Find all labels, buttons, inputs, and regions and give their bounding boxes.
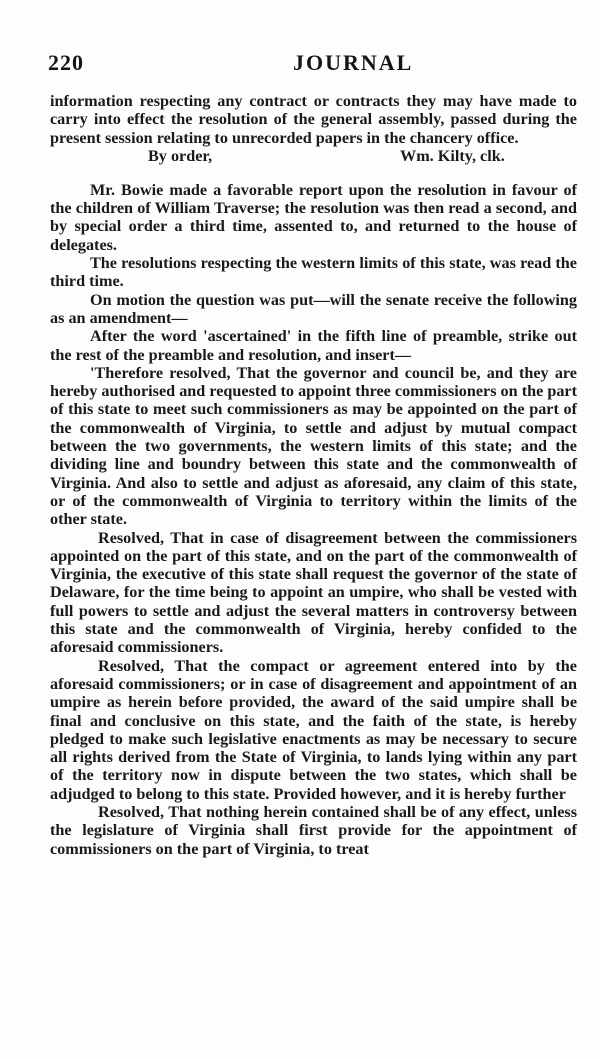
page-number: 220 [48, 50, 84, 75]
page-body [50, 92, 577, 858]
opening-paragraph: information respecting any contract or contracts they may have made to carry into effect the resolution of the general assembly, passed during the present session relating to unrecorded papers in the chancery office. [50, 92, 577, 147]
paragraph-bowie-report: Mr. Bowie made a favorable report upon the resolution in favour of the children of William Traverse; the resolution was then read a second, and by special order a third time, assented to, and returned to the house of delegates. [50, 180, 577, 254]
paragraph-resolved-disagreement: Resolved, That in case of disagreement between the commissioners appointed on the part of this state, and on the part of the commonwealth of Virginia, the executive of this state shall request the governor of the state of Delaware, for the time being to appoint an umpire, who shall be vested with full powers to settle and adjust the several matters in controversy between this state and the commonwealth of Virginia, hereby confided to the aforesaid commissioners. [50, 528, 577, 657]
paragraph-amendment: After the word 'ascertained' in the fifth line of preamble, strike out the rest of the preamble and resolution, and insert— [50, 327, 577, 364]
paragraph-motion: On motion the question was put—will the senate receive the following as an amendment— [50, 290, 577, 327]
signature-by-order: By order, [148, 146, 213, 165]
paragraph-resolved-nothing: Resolved, That nothing herein contained shall be of any effect, unless the legislature of Virginia shall first provide for the appointment of commissioners on the part of Virginia, to treat [50, 802, 577, 858]
page-header [48, 50, 578, 80]
paragraph-resolved-compact: Resolved, That the compact or agreement entered into by the aforesaid commissioners; or in case of disagreement and appointment of an umpire as herein before provided, the award of the said umpire shall be final and conclusive on this state, and the faith of the state, is hereby pledged to make such legislative enactments as may be necessary to secure all rights derived from the State of Virginia, to lands lying within any part of the territory now in dispute between the two states, which shall be adjudged to belong to this state. Provided however, and it is hereby further [50, 656, 577, 803]
paragraph-western-limits: The resolutions respecting the western limits of this state, was read the third time. [50, 254, 577, 291]
running-head: JOURNAL [293, 50, 414, 75]
signature-clerk: Wm. Kilty, clk. [400, 146, 505, 165]
signature-line [50, 147, 577, 167]
paragraph-therefore-resolved: 'Therefore resolved, That the governor and council be, and they are hereby authorised and requested to appoint three commissioners on the part of this state to meet such commissioners as may be appointed on the part of the commonwealth of Virginia, to settle and adjust by mutual compact between the two governments, the western limits of this state; and the dividing line and boundry between this state and the commonwealth of Virginia. And also to settle and adjust as aforesaid, any claim of this state, or of the commonwealth of Virginia to territory within the limits of the other state. [50, 363, 578, 529]
